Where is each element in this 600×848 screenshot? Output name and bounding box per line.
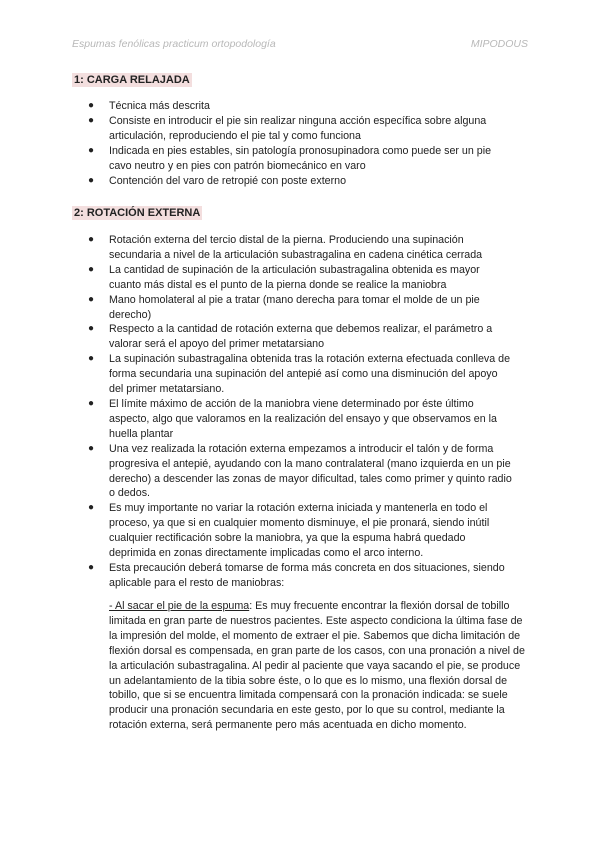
header-author: MIPODOUS xyxy=(470,38,528,50)
list-item: ● Respecto a la cantidad de rotación externa que debemos realizar, el parámetro a valorar será el apoyo del primer metatarsiano xyxy=(88,323,493,351)
bullet-icon: ● xyxy=(88,561,95,573)
list-item: ● Mano homolateral al pie a tratar (mano derecha para tomar el molde de un pie derecho) xyxy=(88,293,480,321)
bullet-icon: ● xyxy=(88,353,95,365)
bullet-icon: ● xyxy=(88,263,95,275)
rotacion-externa-list xyxy=(72,233,512,591)
bullet-icon: ● xyxy=(88,323,95,335)
list-item: ● Contención del varo de retropié con poste externo xyxy=(88,174,347,187)
bullet-icon: ● xyxy=(88,293,95,305)
bullet-icon: ● xyxy=(88,144,95,156)
list-item: ● Rotación externa del tercio distal de la pierna. Produciendo una supinación secundaria a nivel de la articulación subastragalina en cadena cinética cerrada xyxy=(88,234,483,261)
bullet-icon: ● xyxy=(88,442,95,454)
list-item: ● Consiste en introducir el pie sin realizar ninguna acción específica sobre alguna articulación, reproduciendo el pie tal y como funciona xyxy=(88,114,487,142)
list-item: ● La supinación subastragalina obtenida tras la rotación externa efectuada conlleva de forma secundaria una supinación del antepié así como una disminución del apoyo del primer metatarsiano. xyxy=(88,353,511,396)
bullet-icon: ● xyxy=(88,502,95,514)
bullet-icon: ● xyxy=(88,397,95,409)
bullet-icon: ● xyxy=(88,234,95,245)
paragraph-body: : Es muy frecuente encontrar la flexión dorsal de tobillo limitada en gran parte de nuestros pacientes. Este aspecto condiciona la última fase de la impresión del molde, el momento de extraer el pie. Sabemos que dicha limitación de flexión dorsal es compensada, en gran parte de los casos, con una pronación a nivel de la articulación subastragalina. Al pedir al paciente que vaya sacando el pie, se produce un adelantamiento de la tibia sobre éste, o lo que es lo mismo, una flexión dorsal de tobillo, que si se encuentra limitada compensará con la pronación indicada: se suele producir una pronación secundaria en este gesto, por lo que su control, mediante la rotación externa, será permanente pero más acentuada en dicho momento. xyxy=(109,600,525,732)
list-item: ● El límite máximo de acción de la maniobra viene determinado por éste último aspecto, algo que valoramos en la realización del ensayo y que observamos en la huella plantar xyxy=(88,397,497,440)
bullet-icon: ● xyxy=(88,174,95,186)
list-item: ● Técnica más descrita xyxy=(88,100,210,112)
list-item: ● Indicada en pies estables, sin patología pronosupinadora como puede ser un pie cavo neutro y en pies con patrón biomecánico en varo xyxy=(88,144,492,172)
bullet-icon: ● xyxy=(88,114,95,126)
list-item: ● Una vez realizada la rotación externa empezamos a introducir el talón y de forma progresiva el antepié, ayudando con la mano contralateral (mano izquierda en un pie derecho) a descender las zonas de mayor dificultad, tales como primer y quinto radio o dedos. xyxy=(88,442,512,500)
bullet-icon: ● xyxy=(88,100,95,111)
paragraph-sacar-pie xyxy=(109,599,527,733)
carga-relajada-list xyxy=(72,99,512,188)
list-item: ● La cantidad de supinación de la articulación subastragalina obtenida es mayor cuanto más distal es el punto de la pierna donde se realice la maniobra xyxy=(88,263,480,291)
section-title-rotacion-externa: 2: ROTACIÓN EXTERNA xyxy=(74,207,201,219)
list-item: ● Esta precaución deberá tomarse de forma más concreta en dos situaciones, siendo aplicable para el resto de maniobras: xyxy=(88,561,505,589)
page-header xyxy=(72,38,528,50)
paragraph-lead: - Al sacar el pie de la espuma xyxy=(109,600,250,612)
section-title-carga-relajada: 1: CARGA RELAJADA xyxy=(74,74,190,86)
header-document-title: Espumas fenólicas practicum ortopodología xyxy=(72,38,276,50)
list-item: ● Es muy importante no variar la rotación externa iniciada y mantenerla en todo el proceso, ya que si en cualquier momento disminuye, el pie pronará, siendo inútil cualquier rectificación sobre la maniobra, ya que la espuma habrá quedado deprimida en zonas directamente implicadas como el arco interno. xyxy=(88,502,490,560)
